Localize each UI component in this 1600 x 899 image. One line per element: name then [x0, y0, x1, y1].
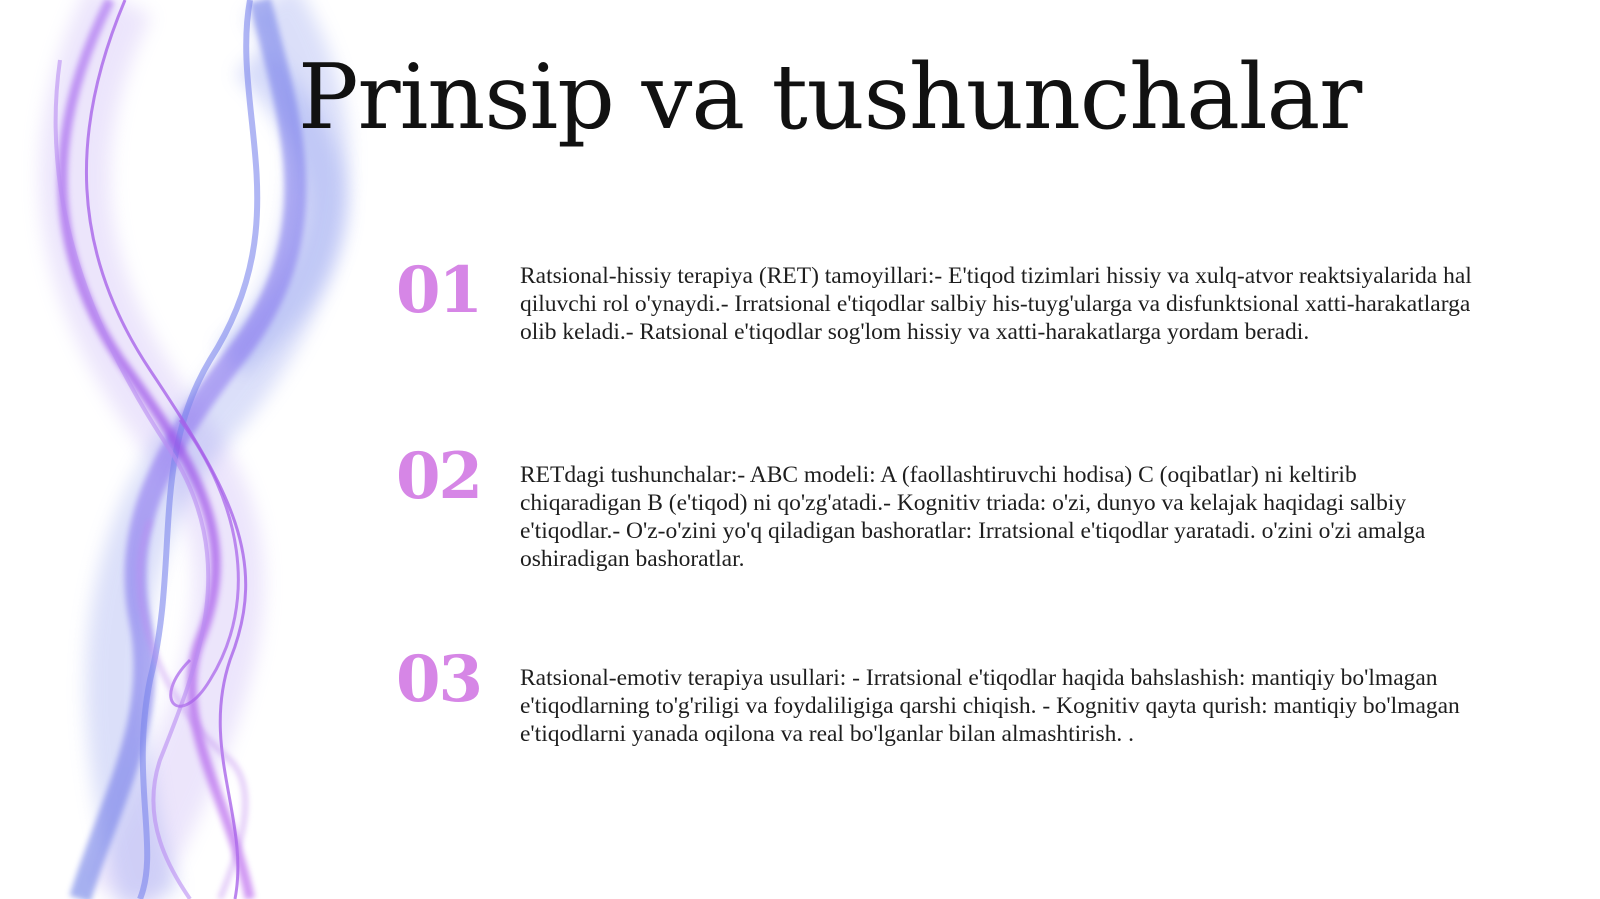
item-number: 03: [396, 642, 482, 717]
item-number: 01: [396, 253, 482, 328]
item-number: 02: [396, 439, 482, 514]
item-text: Ratsional-emotiv terapiya usullari: - Irratsional e'tiqodlar haqida bahslashish: mantiqiy bo'lmagan e'tiqodlarning to'g'riligi va foydaliligiga qarshi chiqish. - Kognitiv qayta qurish: mantiqiy bo'lmagan e'tiqodlarni yanada oqilona va real bo'lganlar bilan almashtirish. .: [520, 665, 1460, 747]
slide-title: Prinsip va tushunchalar: [298, 45, 1362, 150]
list-item-02: [396, 441, 1476, 571]
item-text: RETdagi tushunchalar:- ABC modeli: A (faollashtiruvchi hodisa) C (oqibatlar) ni keltirib chiqaradigan B (e'tiqod) ni qo'zg'atadi.- Kognitiv triada: o'zi, dunyo va kelajak haqidagi salbiy e'tiqodlar.- O'z-o'zini yo'q qiladigan bashoratlar: Irratsional e'tiqodlar yaratadi. o'zini o'zi amalga oshiradigan bashoratlar.: [520, 462, 1426, 572]
item-text: Ratsional-hissiy terapiya (RET) tamoyillari:- E'tiqod tizimlari hissiy va xulq-atvor reaktsiyalarida hal qiluvchi rol o'ynaydi.- Irratsional e'tiqodlar salbiy his-tuyg'ularga va disfunktsional xatti-harakatlarga olib keladi.- Ratsional e'tiqodlar sog'lom hissiy va xatti-harakatlarga yordam beradi.: [520, 263, 1472, 345]
list-item-01: [396, 255, 1476, 385]
list-item-03: [396, 644, 1476, 774]
